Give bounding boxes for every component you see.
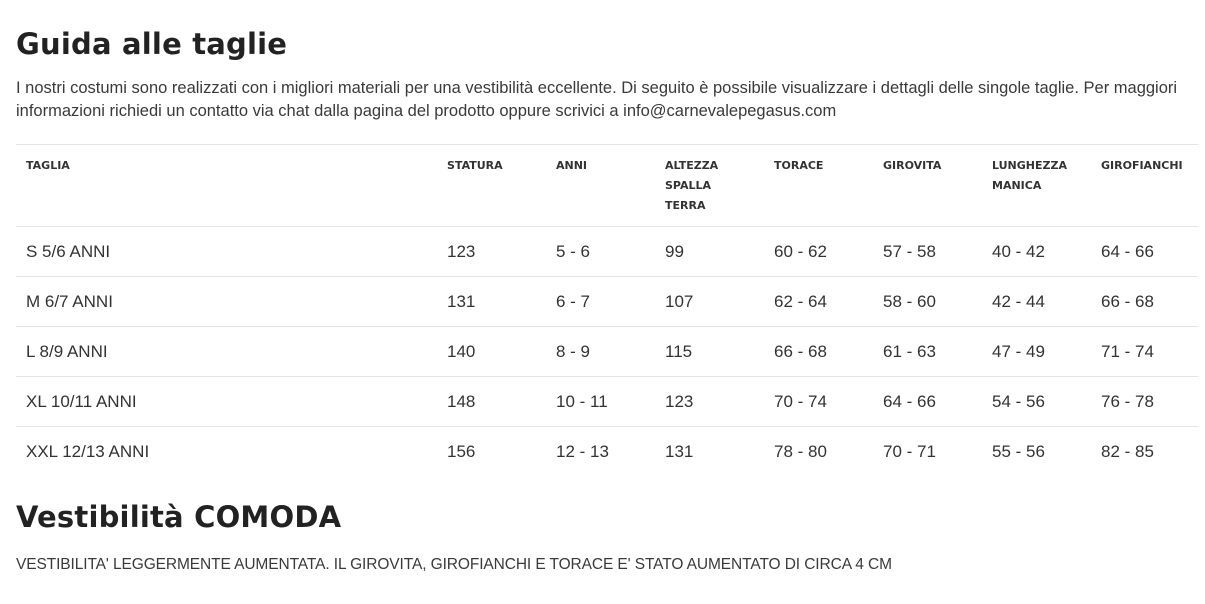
- table-cell: 58 - 60: [873, 277, 982, 327]
- table-row: [16, 327, 1198, 377]
- table-cell: 55 - 56: [992, 441, 1045, 461]
- table-cell: XXL 12/13 ANNI: [26, 441, 150, 461]
- table-row: [16, 277, 1198, 327]
- table-cell: 99: [655, 227, 764, 277]
- table-cell: 66 - 68: [1091, 277, 1198, 327]
- table-cell: 57 - 58: [873, 227, 982, 277]
- table-cell: 61 - 63: [873, 327, 982, 377]
- size-table: [16, 144, 1198, 476]
- table-cell: 115: [655, 327, 764, 377]
- table-cell: 66 - 68: [764, 327, 873, 377]
- table-cell: 12 - 13: [556, 441, 609, 461]
- table-cell: 78 - 80: [774, 441, 827, 461]
- table-cell: 131: [665, 441, 694, 461]
- table-cell: M 6/7 ANNI: [16, 277, 437, 327]
- table-cell: 131: [437, 277, 546, 327]
- table-cell: XL 10/11 ANNI: [16, 377, 437, 427]
- table-cell: 10 - 11: [546, 377, 655, 427]
- fit-description: VESTIBILITA' LEGGERMENTE AUMENTATA. IL GIROVITA, GIROFIANCHI E TORACE E' STATO AUMENTATO DI CIRCA 4 CM: [16, 556, 892, 573]
- table-cell: 62 - 64: [764, 277, 873, 327]
- table-cell: 123: [437, 227, 546, 277]
- column-header-lunghezza-manica: LUNGHEZZA MANICA: [982, 145, 1091, 227]
- table-cell: 71 - 74: [1091, 327, 1198, 377]
- column-header-girovita: GIROVITA: [873, 145, 982, 227]
- table-cell: 82 - 85: [1101, 441, 1154, 461]
- table-cell: 70 - 71: [883, 441, 936, 461]
- table-cell: 107: [655, 277, 764, 327]
- table-row: [16, 227, 1198, 277]
- table-cell: 64 - 66: [873, 377, 982, 427]
- table-cell: S 5/6 ANNI: [16, 227, 437, 277]
- column-header-taglia: TAGLIA: [16, 145, 437, 227]
- column-header-torace: TORACE: [764, 145, 873, 227]
- column-header-altezza-spalla-terra: ALTEZZA SPALLA TERRA: [655, 145, 764, 227]
- table-cell: 148: [437, 377, 546, 427]
- column-header-anni: ANNI: [546, 145, 655, 227]
- table-cell: 64 - 66: [1091, 227, 1198, 277]
- table-row: [16, 427, 1198, 477]
- table-row: [16, 377, 1198, 427]
- table-cell: 47 - 49: [982, 327, 1091, 377]
- table-cell: 156: [447, 441, 476, 461]
- size-table-header-row: [16, 145, 1198, 227]
- table-cell: L 8/9 ANNI: [16, 327, 437, 377]
- fit-title: Vestibilità COMODA: [16, 500, 342, 534]
- table-cell: 123: [655, 377, 764, 427]
- size-guide-title: Guida alle taglie: [16, 27, 288, 61]
- column-header-girofianchi: GIROFIANCHI: [1091, 145, 1198, 227]
- table-cell: 70 - 74: [764, 377, 873, 427]
- column-header-statura: STATURA: [437, 145, 546, 227]
- size-guide-intro: I nostri costumi sono realizzati con i migliori materiali per una vestibilità eccellente. Di seguito è possibile visualizzare i dettagli delle singole taglie. Per maggiori informazioni richiedi un contatto via chat dalla pagina del prodotto oppure scrivici a info@carnevalepegasus.com: [16, 79, 1178, 120]
- table-cell: 8 - 9: [546, 327, 655, 377]
- table-cell: 40 - 42: [982, 227, 1091, 277]
- table-cell: 6 - 7: [546, 277, 655, 327]
- table-cell: 5 - 6: [546, 227, 655, 277]
- table-cell: 140: [437, 327, 546, 377]
- table-cell: 54 - 56: [982, 377, 1091, 427]
- table-cell: 42 - 44: [982, 277, 1091, 327]
- table-cell: 76 - 78: [1091, 377, 1198, 427]
- table-cell: 60 - 62: [764, 227, 873, 277]
